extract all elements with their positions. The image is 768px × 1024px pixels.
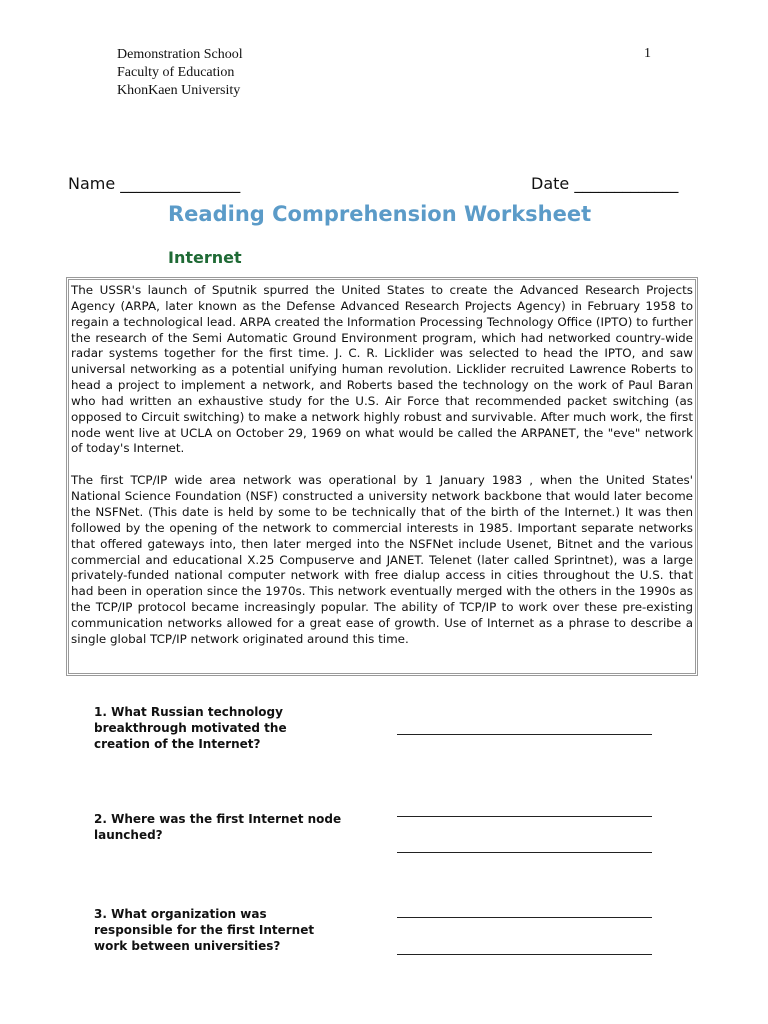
page-number: 1 [644,46,651,61]
passage-paragraph-1: The USSR's launch of Sputnik spurred the United States to create the Advanced Research Projects Agency (ARPA, later known as the Defense Advanced Research Projects Agency) in February 1958 to regain a technological lead. ARPA created the Information Processing Technology Office (IPTO) to further the research of the Semi Automatic Ground Environment program, which had networked country-wide radar systems together for the first time. J. C. R. Licklider was selected to head the IPTO, and saw universal networking as a potential unifying human revolution. Licklider recruited Lawrence Roberts to head a project to implement a network, and Roberts based the technology on the work of Paul Baran who had written an exhaustive study for the U.S. Air Force that recommended packet switching (as opposed to Circuit switching) to make a network highly robust and survivable. After much work, the first node went live at UCLA on October 29, 1969 on what would be called the ARPANET, the "eve" network of today's Internet. [71,283,693,456]
section-heading: Internet [168,248,242,267]
answer-line-1[interactable] [397,734,652,735]
question-1: 1. What Russian technology breakthrough motivated the creation of the Internet? [94,705,287,751]
school-header [117,46,243,100]
faculty-name: Faculty of Education [117,65,235,80]
answer-line-2a[interactable] [397,816,652,817]
passage-paragraph-2: The first TCP/IP wide area network was operational by 1 January 1983 , when the United States' National Science Foundation (NSF) constructed a university network backbone that would later become the NSFNet. (This date is held by some to be technically that of the birth of the Internet.) It was then followed by the opening of the network to commercial interests in 1985. Important separate networks that offered gateways into, then later merged into the NSFNet include Usenet, Bitnet and the various commercial and educational X.25 Compuserve and JANET. Telenet (later called Sprintnet), was a large privately-funded national computer network with free dialup access in cities throughout the U.S. that had been in operation since the 1970s. This network eventually merged with the others in the 1990s as the TCP/IP protocol became increasingly popular. The ability of TCP/IP to work over these pre-existing communication networks allowed for a great ease of growth. Use of Internet as a phrase to describe a single global TCP/IP network originated around this time. [71,473,693,646]
worksheet-title: Reading Comprehension Worksheet [168,202,592,226]
question-2: 2. Where was the first Internet node launched? [94,812,342,842]
name-field[interactable]: Name _______________ [68,174,241,193]
answer-line-3b[interactable] [397,954,652,955]
school-name: Demonstration School [117,47,243,62]
university-name: KhonKaen University [117,83,241,98]
reading-passage [66,277,698,676]
answer-line-2b[interactable] [397,852,652,853]
date-field[interactable]: Date _____________ [531,174,679,193]
question-3: 3. What organization was responsible for the first Internet work between universities? [94,907,315,953]
answer-line-3a[interactable] [397,917,652,918]
